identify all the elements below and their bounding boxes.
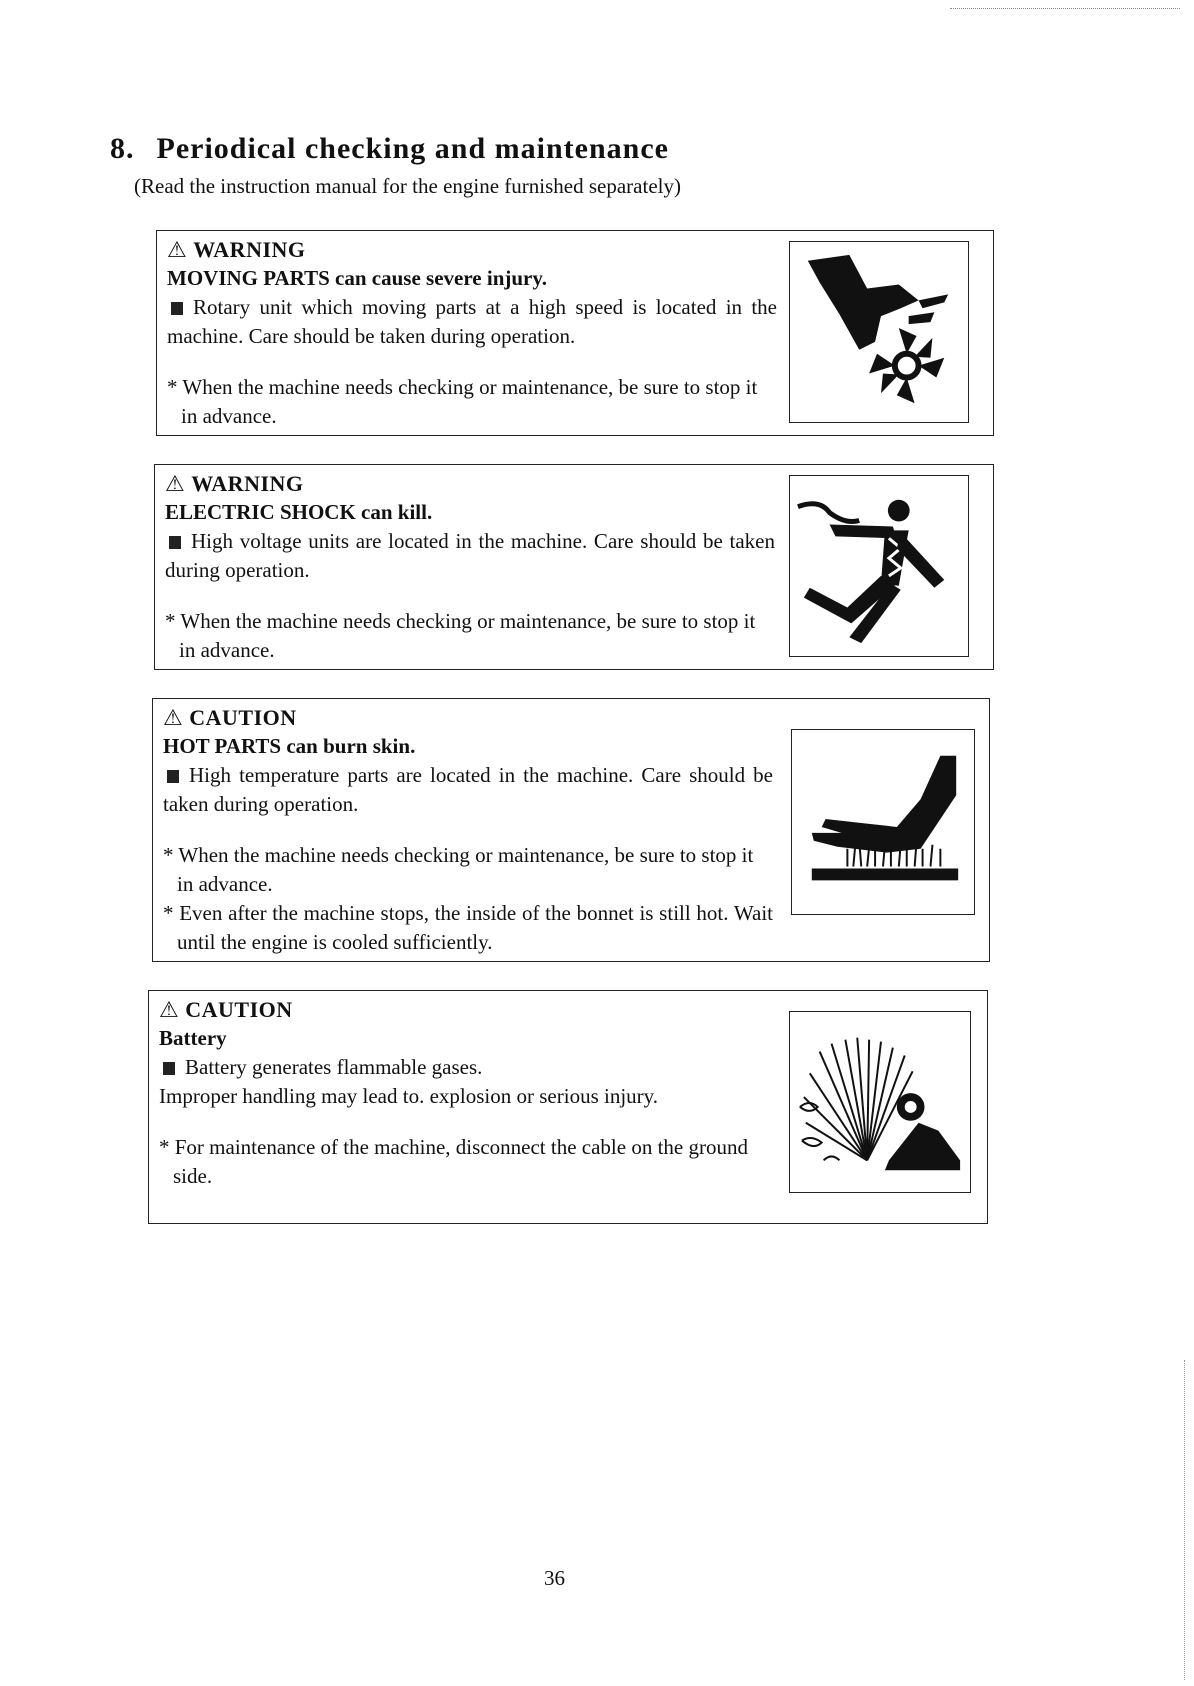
explosion-icon xyxy=(789,1011,971,1193)
hazard-note: * When the machine needs checking or maintenance, be sure to stop it in advance. xyxy=(167,375,758,428)
page-number: 36 xyxy=(544,1566,565,1590)
signal-word: ⚠ WARNING xyxy=(167,237,306,262)
hazard-body: High voltage units are located in the machine. Care should be taken during operation. xyxy=(165,529,775,582)
caution-box-hot-parts xyxy=(152,698,990,962)
moving-parts-icon xyxy=(789,241,969,423)
hazard-body-detail: Improper handling may lead to. explosion or serious injury. xyxy=(159,1084,659,1108)
warning-box-moving-parts xyxy=(156,230,994,436)
hazard-note: * When the machine needs checking or maintenance, be sure to stop it in advance. xyxy=(163,843,754,896)
section-title: Periodical checking and maintenance xyxy=(156,132,669,165)
section-number: 8. xyxy=(110,132,135,165)
warning-text xyxy=(165,469,775,665)
signal-word: ⚠ CAUTION xyxy=(163,705,297,730)
hazard-headline: ELECTRIC SHOCK can kill. xyxy=(165,500,433,524)
hazard-note: * Even after the machine stops, the inside of the bonnet is still hot. Wait until the engine is cooled sufficiently. xyxy=(163,901,773,954)
warning-triangle-icon: ⚠ xyxy=(163,705,184,730)
warning-triangle-icon: ⚠ xyxy=(167,237,188,262)
warning-triangle-icon: ⚠ xyxy=(165,471,186,496)
page-title xyxy=(110,132,669,166)
hazard-body: Rotary unit which moving parts at a high speed is located in the machine. Care should be taken during operation. xyxy=(167,295,777,348)
bullet-square-icon xyxy=(169,536,181,549)
bullet-square-icon xyxy=(163,1062,175,1075)
scan-artifact-side-dots xyxy=(1184,1360,1185,1680)
signal-word: ⚠ WARNING xyxy=(165,471,304,496)
caution-text xyxy=(163,703,773,957)
hazard-body: Battery generates flammable gases. xyxy=(159,1053,769,1082)
hazard-body: High temperature parts are located in the machine. Care should be taken during operation. xyxy=(163,763,773,816)
bullet-square-icon xyxy=(167,770,179,783)
hazard-headline: Battery xyxy=(159,1026,227,1050)
hazard-note: * For maintenance of the machine, disconnect the cable on the ground side. xyxy=(159,1135,748,1188)
warning-triangle-icon: ⚠ xyxy=(159,997,180,1022)
hazard-note: * When the machine needs checking or maintenance, be sure to stop it in advance. xyxy=(165,609,756,662)
signal-word: ⚠ CAUTION xyxy=(159,997,293,1022)
warning-box-electric-shock xyxy=(154,464,994,670)
hazard-headline: MOVING PARTS can cause severe injury. xyxy=(167,266,547,290)
caution-text xyxy=(159,995,769,1191)
page-subtitle: (Read the instruction manual for the engine furnished separately) xyxy=(134,174,681,198)
warning-text xyxy=(167,235,777,431)
electric-shock-icon xyxy=(789,475,969,657)
scan-artifact-dots xyxy=(950,8,1180,9)
bullet-square-icon xyxy=(171,302,183,315)
hazard-headline: HOT PARTS can burn skin. xyxy=(163,734,416,758)
hot-surface-icon xyxy=(791,729,975,915)
caution-box-battery xyxy=(148,990,988,1224)
